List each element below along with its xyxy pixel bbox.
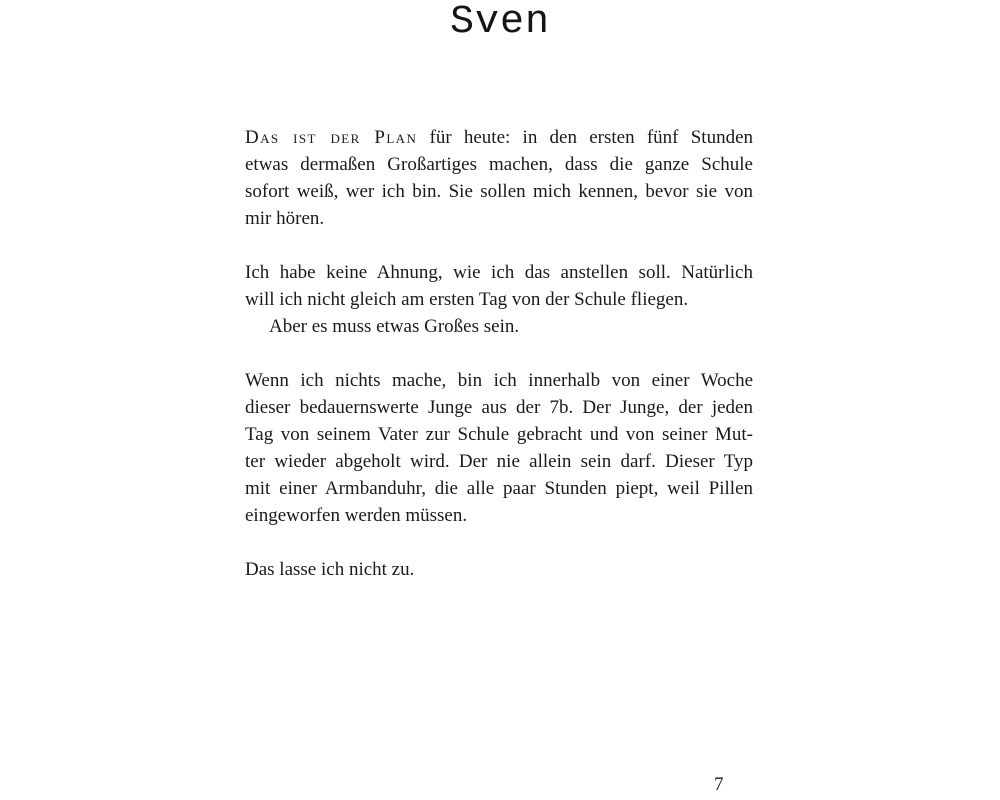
text-line: Das lasse ich nicht zu.	[245, 559, 415, 580]
text-line: mit einer Armbanduhr, die alle paar Stunden piept, weil Pillen	[245, 478, 753, 499]
text-line: etwas dermaßen Großartiges machen, dass die ganze Schule	[245, 154, 753, 175]
chapter-title: Sven	[449, 0, 550, 45]
paragraph-1	[245, 124, 753, 232]
line-text: für heute: in den ersten fünf Stunden	[417, 127, 754, 148]
text-line	[245, 124, 753, 151]
text-line: Ich habe keine Ahnung, wie ich das anstellen soll. Natürlich	[245, 262, 753, 283]
paragraph-3	[245, 367, 753, 529]
page-number: 7	[714, 774, 724, 795]
text-line: will ich nicht gleich am ersten Tag von der Schule fliegen.	[245, 289, 689, 310]
text-line: Wenn ich nichts mache, bin ich innerhalb von einer Woche	[245, 370, 753, 391]
opening-small-caps: Das ist der Plan	[245, 127, 418, 148]
text-line: dieser bedauernswerte Junge aus der 7b. Der Junge, der jeden	[245, 397, 753, 418]
text-line: ter wieder abgeholt wird. Der nie allein sein darf. Dieser Typ	[245, 451, 753, 472]
text-line: eingeworfen werden müssen.	[245, 505, 468, 526]
paragraph-4	[245, 556, 753, 583]
text-line: mir hören.	[245, 208, 325, 229]
text-line: sofort weiß, wer ich bin. Sie sollen mich kennen, bevor sie von	[245, 181, 753, 202]
text-line: Aber es muss etwas Großes sein.	[269, 316, 520, 337]
text-line: Tag von seinem Vater zur Schule gebracht und von seiner Mut-	[245, 424, 753, 445]
paragraph-2	[245, 259, 753, 340]
